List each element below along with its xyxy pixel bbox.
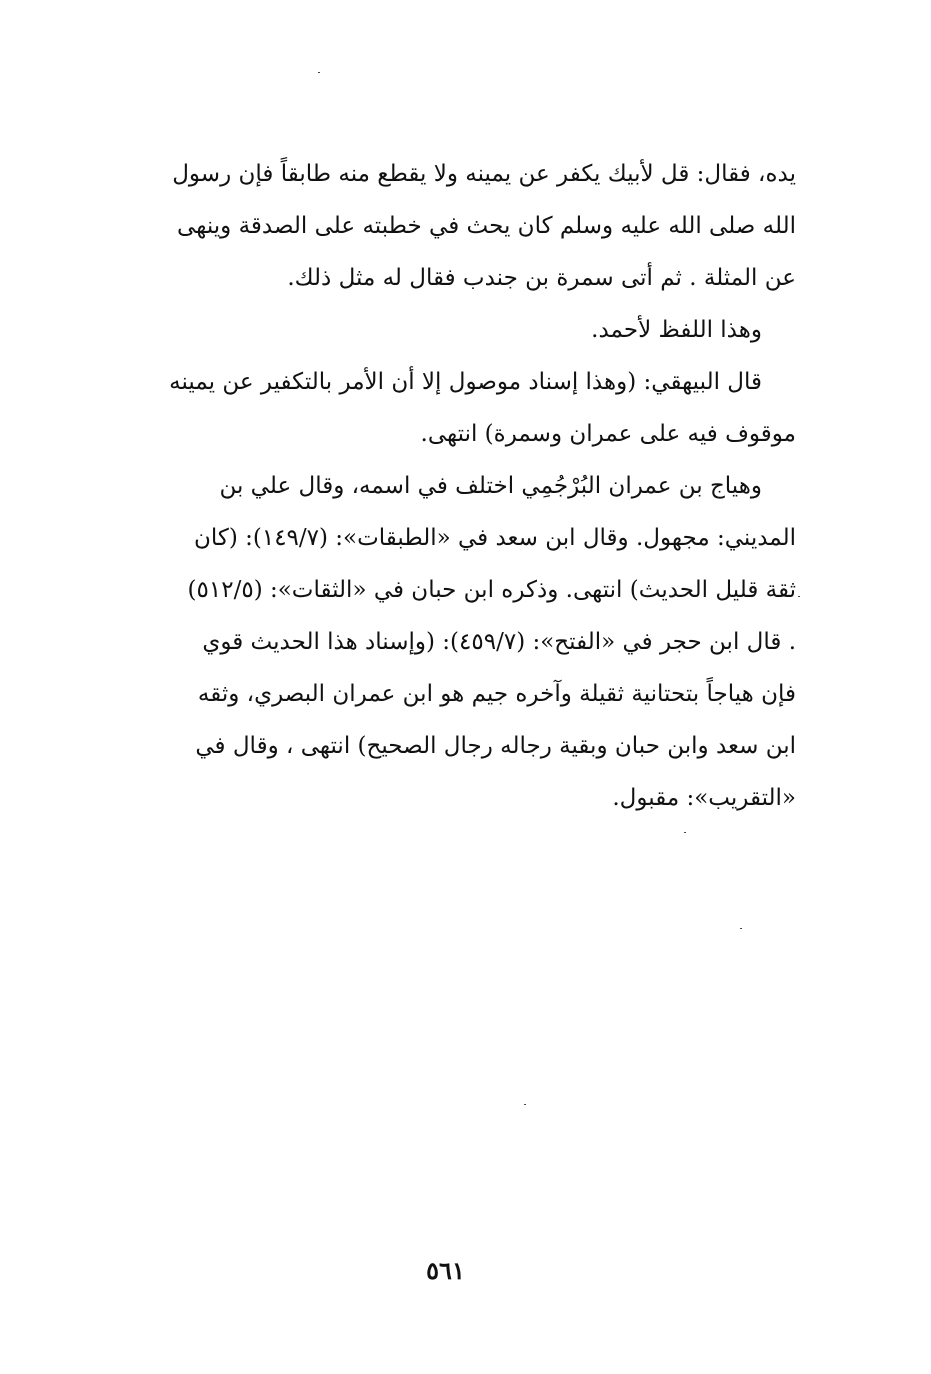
paragraph-1 xyxy=(100,148,796,304)
scan-speck xyxy=(684,832,686,833)
scan-speck xyxy=(318,72,320,73)
page-number: ٥٦١ xyxy=(426,1256,465,1285)
text-line: يده، فقال: قل لأبيك يكفر عن يمينه ولا يقطع منه طابقاً فإن رسول xyxy=(172,161,796,187)
text-line: وهياج بن عمران البُرْجُمِي اختلف في اسمه، وقال علي بن xyxy=(219,473,762,499)
text-line: قال البيهقي: (وهذا إسناد موصول إلا أن الأمر بالتكفير عن يمينه xyxy=(169,369,762,395)
text-line: «التقريب»: مقبول. xyxy=(612,785,796,811)
text-line: المديني: مجهول. وقال ابن سعد في «الطبقات»: (١٤٩/٧): (كان xyxy=(193,525,796,551)
paragraph-2 xyxy=(100,304,796,356)
text-line: عن المثلة . ثم أتى سمرة بن جندب فقال له مثل ذلك. xyxy=(287,265,796,291)
paragraph-3 xyxy=(100,356,796,460)
text-line: وهذا اللفظ لأحمد. xyxy=(591,317,762,343)
text-line: فإن هياجاً بتحتانية ثقيلة وآخره جيم هو ابن عمران البصري، وثقه xyxy=(197,681,796,707)
scan-speck xyxy=(740,928,742,929)
paragraph-4 xyxy=(100,460,796,824)
text-line: ابن سعد وابن حبان وبقية رجاله رجال الصحيح) انتهى ، وقال في xyxy=(195,733,796,759)
text-line: موقوف فيه على عمران وسمرة) انتهى. xyxy=(420,421,796,447)
scan-speck xyxy=(798,596,800,597)
text-line: ثقة قليل الحديث) انتهى. وذكره ابن حبان في «الثقات»: (٥١٢/٥) xyxy=(187,577,796,603)
scan-speck xyxy=(524,1104,526,1105)
body-text xyxy=(100,148,796,824)
text-line: . قال ابن حجر في «الفتح»: (٤٥٩/٧): (وإسناد هذا الحديث قوي xyxy=(202,629,796,655)
text-line: الله صلى الله عليه وسلم كان يحث في خطبته على الصدقة وينهى xyxy=(177,213,796,239)
